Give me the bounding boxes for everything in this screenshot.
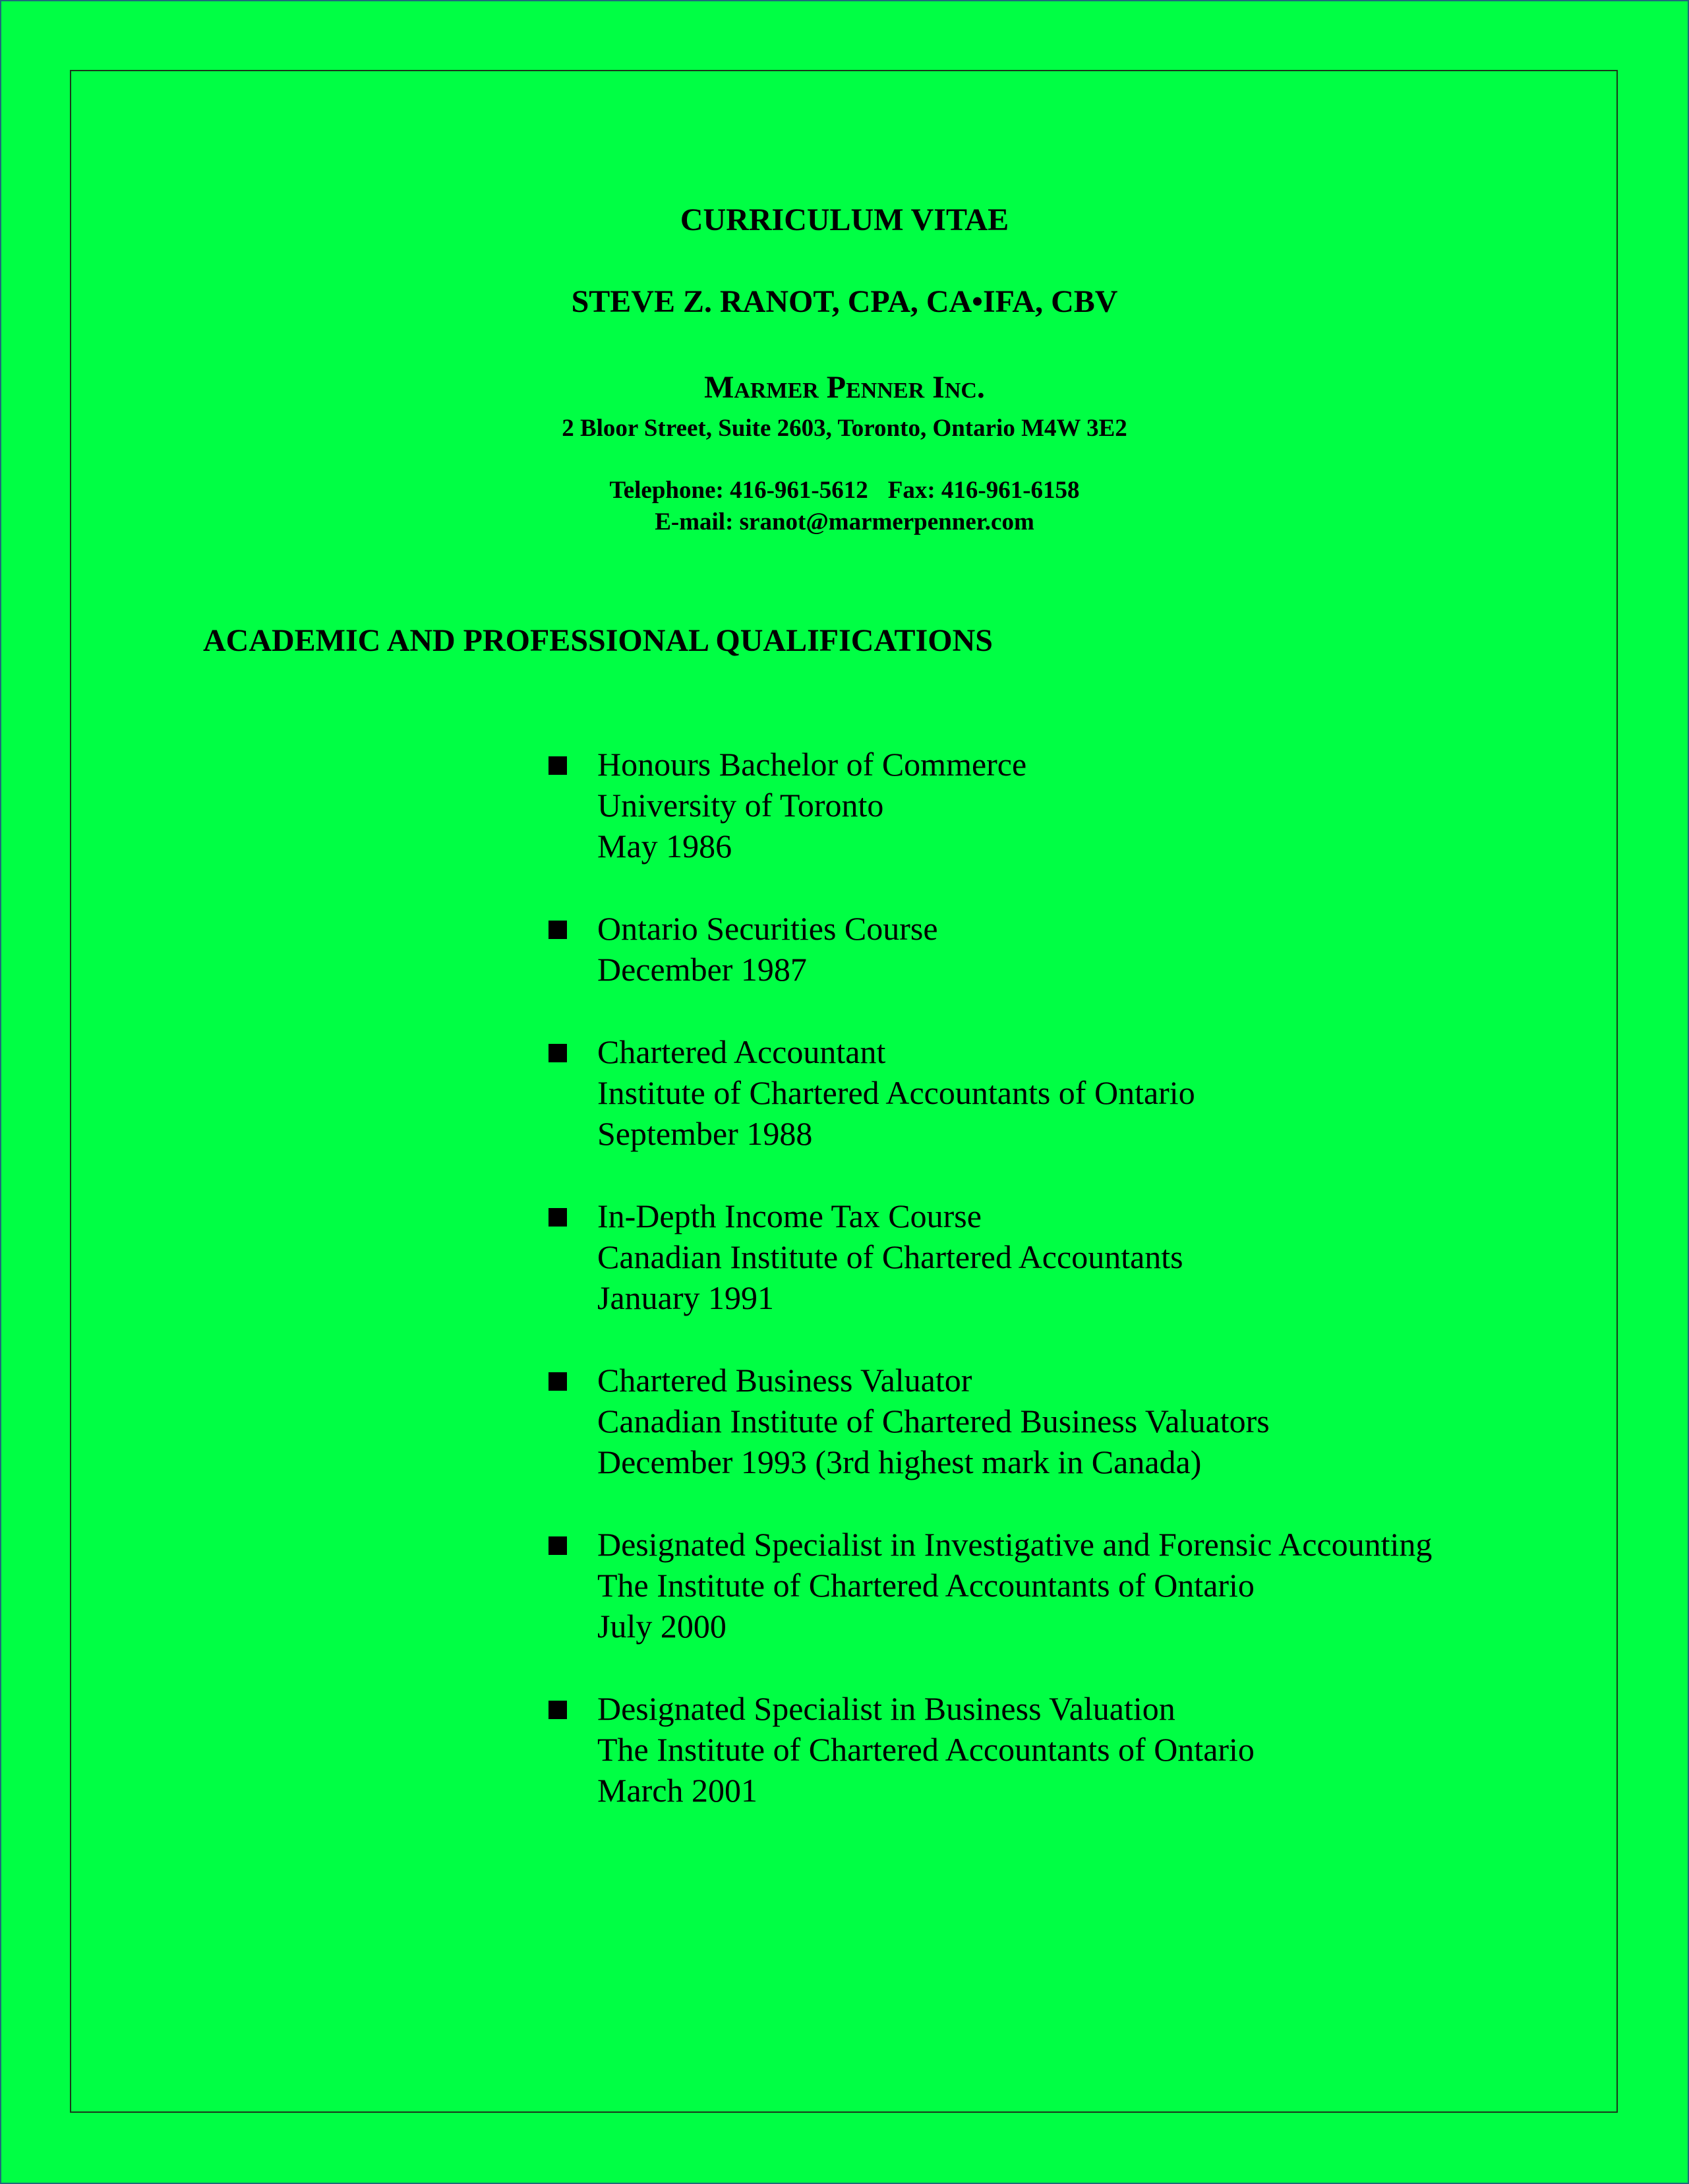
candidate-name: STEVE Z. RANOT, CPA, CA•IFA, CBV	[571, 284, 1118, 319]
square-bullet-icon	[548, 1208, 567, 1227]
qualification-title: Designated Specialist in Business Valuation	[597, 1690, 1175, 1727]
qualification-item	[597, 908, 1432, 990]
square-bullet-icon	[548, 1372, 567, 1391]
qualification-title: Honours Bachelor of Commerce	[597, 746, 1027, 783]
contact-phones	[0, 476, 1689, 504]
qualifications-list	[597, 744, 1432, 1852]
document-title: CURRICULUM VITAE	[680, 202, 1009, 237]
square-bullet-icon	[548, 756, 567, 775]
qualification-title: Chartered Business Valuator	[597, 1362, 972, 1399]
qualification-date: July 2000	[597, 1608, 726, 1645]
qualification-title: In-Depth Income Tax Course	[597, 1198, 982, 1234]
firm-name: Marmer Penner Inc.	[704, 370, 985, 405]
qualification-title: Designated Specialist in Investigative and Forensic Accounting	[597, 1526, 1433, 1563]
qualification-item	[597, 1360, 1432, 1482]
qualification-institution: The Institute of Chartered Accountants of Ontario	[597, 1731, 1255, 1768]
square-bullet-icon	[548, 921, 567, 939]
qualification-title: Ontario Securities Course	[597, 910, 938, 947]
qualification-date: December 1987	[597, 951, 807, 988]
qualification-institution: Institute of Chartered Accountants of Ontario	[597, 1074, 1195, 1111]
qualification-date: January 1991	[597, 1279, 774, 1316]
qualification-institution: The Institute of Chartered Accountants of Ontario	[597, 1567, 1255, 1604]
qualification-date: May 1986	[597, 828, 732, 864]
qualification-item	[597, 1524, 1432, 1647]
contact-email: E-mail: sranot@marmerpenner.com	[655, 508, 1034, 535]
qualification-item	[597, 1688, 1432, 1811]
qualification-item	[597, 1031, 1432, 1154]
qualification-date: September 1988	[597, 1115, 813, 1152]
firm-address: 2 Bloor Street, Suite 2603, Toronto, Ontario M4W 3E2	[562, 415, 1127, 442]
fax: Fax: 416-961-6158	[887, 477, 1080, 504]
qualification-date: March 2001	[597, 1772, 757, 1809]
qualification-item	[597, 744, 1432, 866]
square-bullet-icon	[548, 1536, 567, 1555]
qualification-institution: University of Toronto	[597, 787, 884, 824]
square-bullet-icon	[548, 1701, 567, 1719]
qualification-institution: Canadian Institute of Chartered Accountants	[597, 1238, 1183, 1275]
section-heading: ACADEMIC AND PROFESSIONAL QUALIFICATIONS	[203, 623, 993, 658]
qualification-institution: Canadian Institute of Chartered Business Valuators	[597, 1403, 1270, 1440]
telephone: Telephone: 416-961-5612	[609, 477, 868, 504]
square-bullet-icon	[548, 1044, 567, 1062]
qualification-date: December 1993 (3rd highest mark in Canada)	[597, 1443, 1202, 1480]
qualification-title: Chartered Accountant	[597, 1033, 886, 1070]
qualification-item	[597, 1196, 1432, 1318]
